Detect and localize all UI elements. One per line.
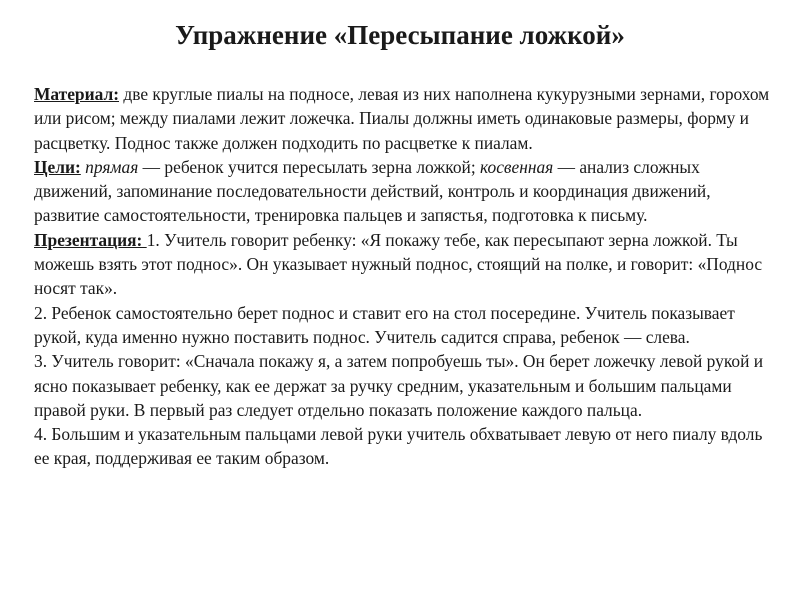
slide-title: Упражнение «Пересыпание ложкой»	[175, 20, 625, 50]
presentation-step-1	[34, 228, 774, 301]
presentation-label: Презентация:	[34, 229, 147, 250]
slide-body	[34, 82, 774, 471]
material-text: две круглые пиалы на подносе, левая из них наполнена кукурузными зернами, горохом или рисом; между пиалами лежит ложечка. Пиалы должны иметь одинаковые размеры, форму и расцветку. Поднос также должен подходить по расцветке к пиалам.	[34, 84, 770, 153]
material-paragraph	[34, 82, 774, 155]
presentation-step-3: 3. Учитель говорит: «Сначала покажу я, а затем попробуешь ты». Он берет ложечку левой рукой и ясно показывает ребенку, как ее держат за ручку средним, указательным и большим пальцами правой руки. В первый раз следует отдельно показать положение каждого пальца.	[34, 351, 764, 420]
material-label: Материал:	[34, 84, 120, 104]
presentation-step-4: 4. Большим и указательным пальцами левой руки учитель обхватывает левую от него пиалу вдоль ее края, поддерживая ее таким образом.	[34, 424, 763, 469]
goals-label: Цели:	[34, 156, 81, 177]
goals-direct-label: прямая	[80, 156, 139, 177]
presentation-step-1-text: 1. Учитель говорит ребенку: «Я покажу тебе, как пересыпают зерна ложкой. Ты можешь взять этот поднос». Он указывает нужный поднос, стоящий на полке, и говорит: «Поднос носят так».	[34, 229, 763, 299]
goals-indirect-label: косвенная	[480, 156, 554, 177]
goals-paragraph	[34, 155, 774, 228]
presentation-step-2: 2. Ребенок самостоятельно берет поднос и ставит его на стол посередине. Учитель показывает рукой, куда именно нужно поставить поднос. Учитель садится справа, ребенок — слева.	[34, 302, 735, 347]
goals-indirect-text: — анализ сложных движений, запоминание последовательности действий, контроль и координация движений, развитие самостоятельности, тренировка пальцев и запястья, подготовка к письму.	[34, 156, 711, 226]
goals-direct-text: — ребенок учится пересылать зерна ложкой;	[138, 156, 481, 177]
